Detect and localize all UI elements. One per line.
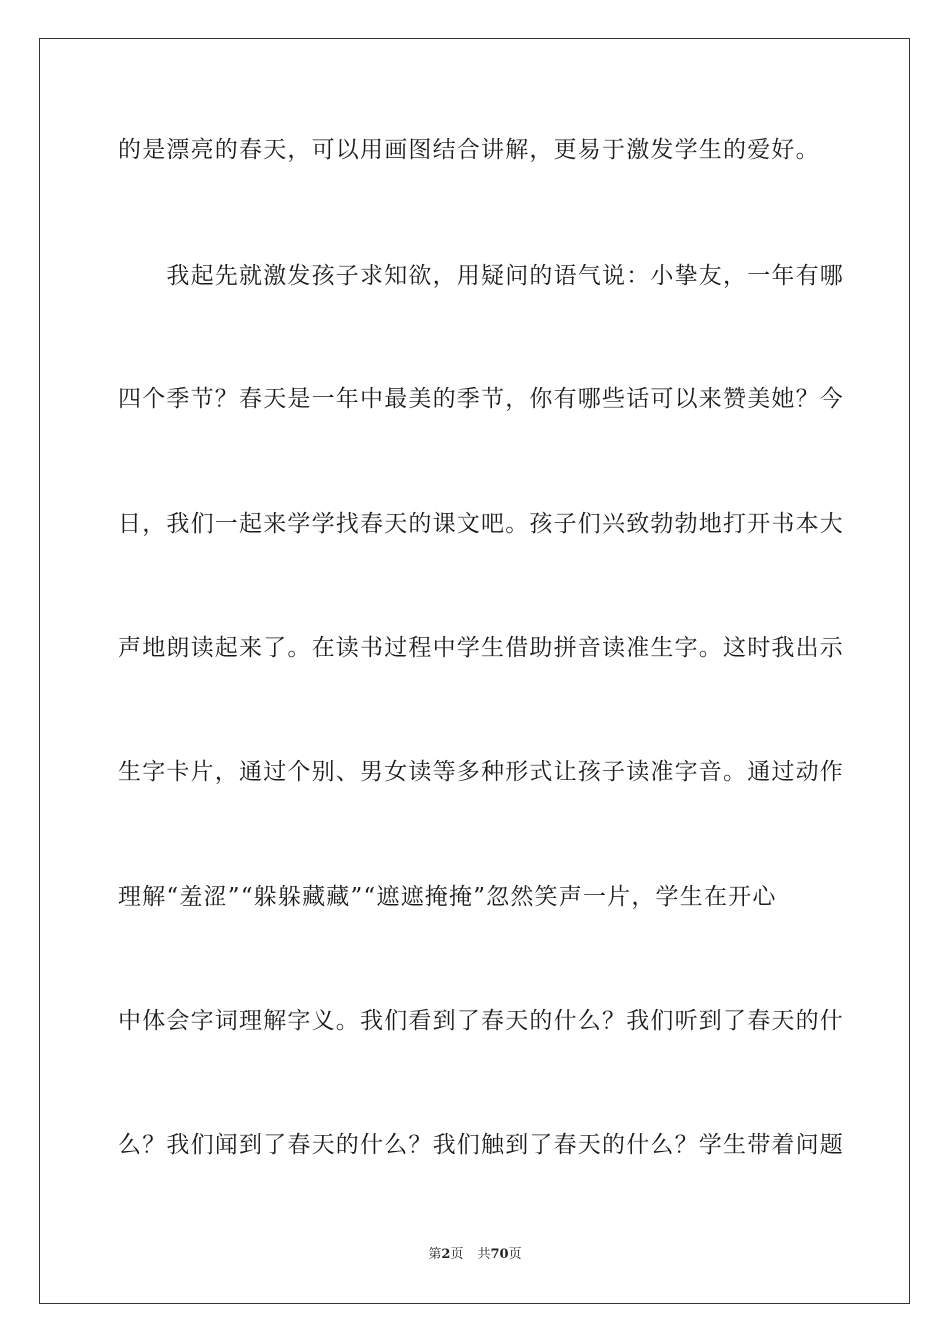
text-line: 生字卡片，通过个别、男女读等多种形式让孩子读准字音。通过动作 xyxy=(118,759,844,785)
page-footer xyxy=(0,1246,950,1264)
page-prefix: 第 xyxy=(428,1247,442,1262)
text-line: 日，我们一起来学学找春天的课文吧。孩子们兴致勃勃地打开书本大 xyxy=(118,511,844,537)
total-suffix: 页 xyxy=(508,1247,522,1262)
text-line: 声地朗读起来了。在读书过程中学生借助拼音读准生字。这时我出示 xyxy=(118,635,844,661)
text-line: 么？我们闻到了春天的什么？我们触到了春天的什么？学生带着问题 xyxy=(118,1132,844,1158)
text-line: 我起先就激发孩子求知欲，用疑问的语气说：小挚友，一年有哪 xyxy=(118,263,844,289)
page-border xyxy=(39,38,910,1304)
text-line: 中体会字词理解字义。我们看到了春天的什么？我们听到了春天的什 xyxy=(118,1008,844,1034)
text-line: 四个季节？春天是一年中最美的季节，你有哪些话可以来赞美她？今 xyxy=(118,386,844,412)
text-line: 的是漂亮的春天，可以用画图结合讲解，更易于激发学生的爱好。 xyxy=(118,137,820,163)
total-prefix: 共 xyxy=(477,1247,491,1262)
text-line: 理解“羞涩”“躲躲藏藏”“遮遮掩掩”忽然笑声一片，学生在开心 xyxy=(118,884,777,910)
page-suffix: 页 xyxy=(450,1247,464,1262)
total-pages: 70 xyxy=(490,1247,509,1262)
page-number: 2 xyxy=(441,1247,451,1262)
